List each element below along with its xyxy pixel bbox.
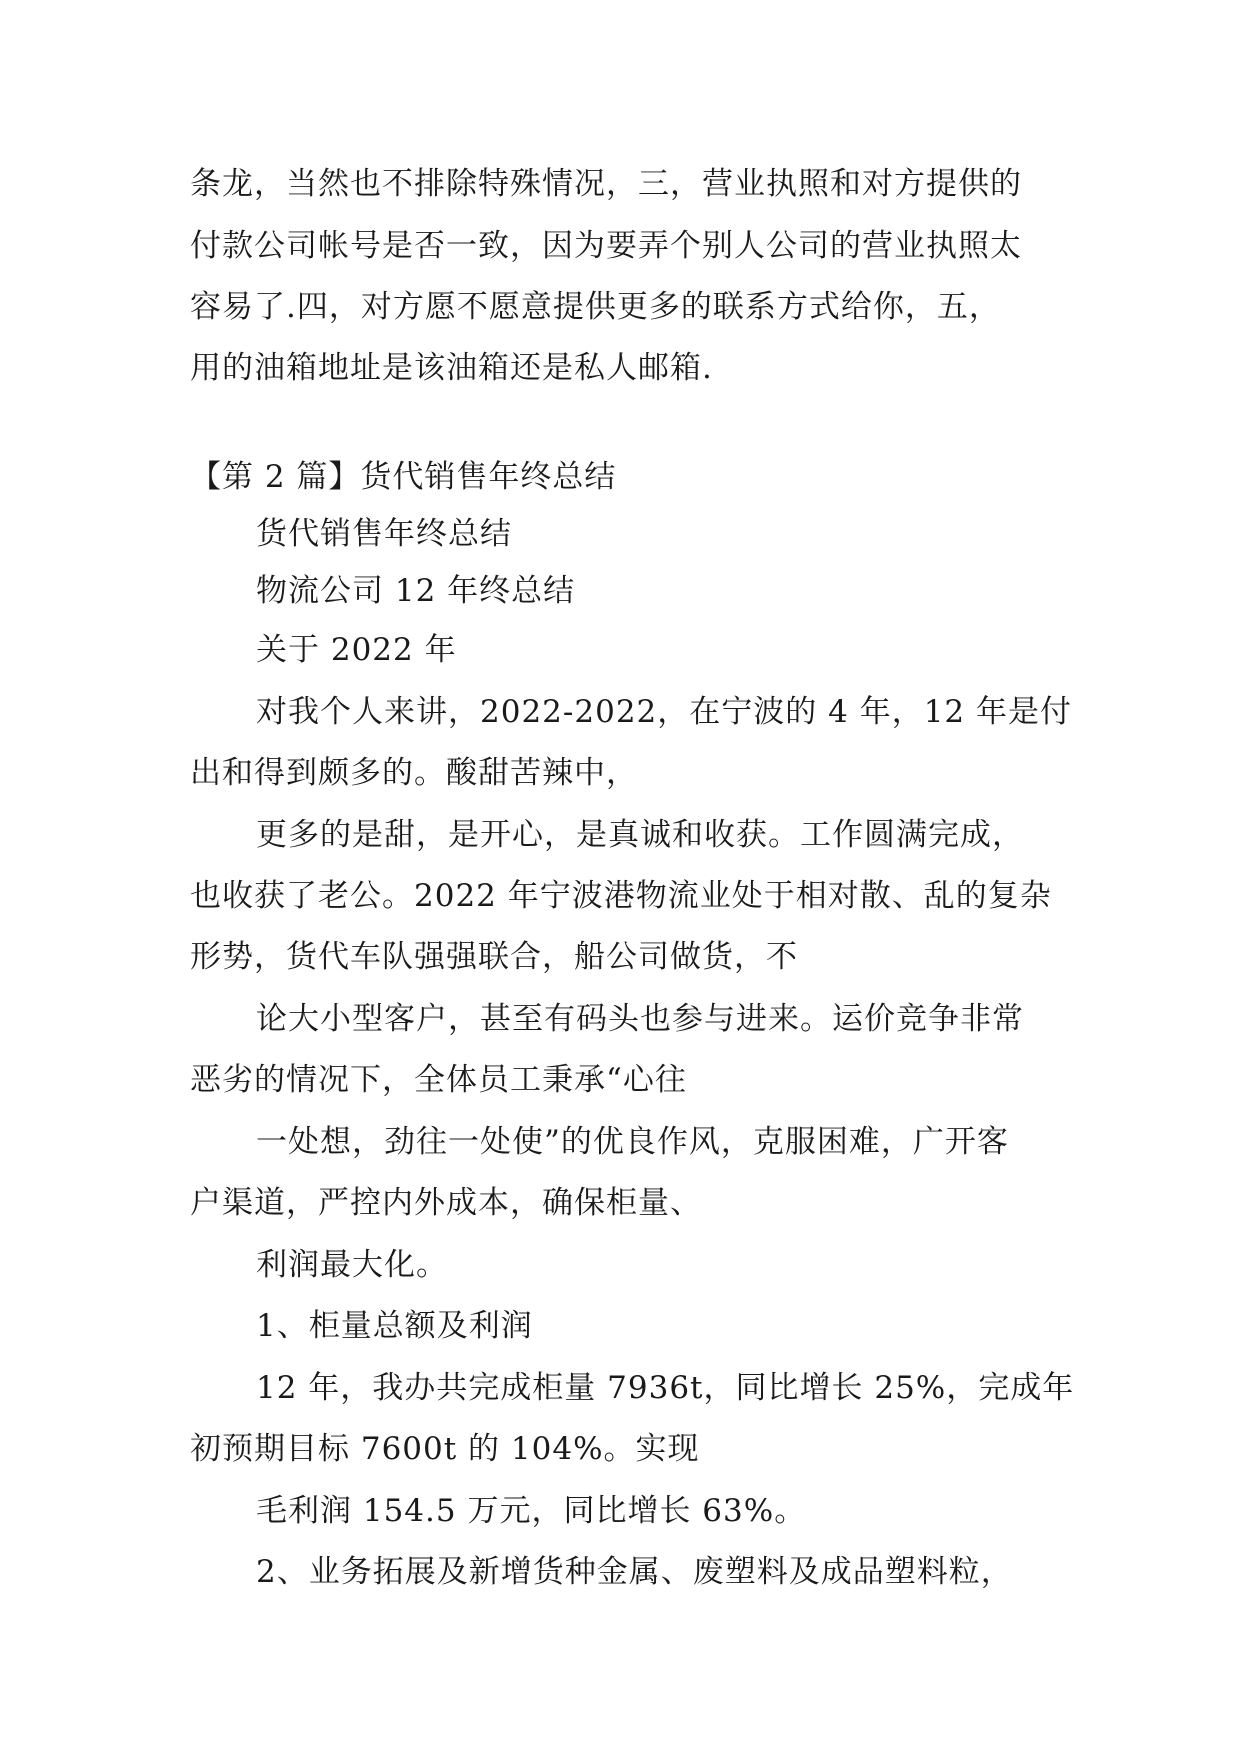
subtitle-line: 关于 2022 年 — [256, 632, 457, 668]
paragraph-line: 出和得到颇多的。酸甜苦辣中， — [190, 755, 638, 791]
list-heading: 2、业务拓展及新增货种金属、废塑料及成品塑料粒， — [256, 1554, 1013, 1590]
list-heading: 1、柜量总额及利润 — [256, 1308, 533, 1344]
paragraph-line: 容易了.四，对方愿不愿意提供更多的联系方式给你，五， — [190, 289, 1001, 325]
paragraph-line: 毛利润 154.5 万元，同比增长 63%。 — [256, 1493, 807, 1529]
paragraph-line: 论大小型客户，甚至有码头也参与进来。运价竞争非常 — [256, 1001, 1024, 1037]
section-heading: 【第 2 篇】货代销售年终总结 — [190, 459, 617, 495]
paragraph-line: 用的油箱地址是该油箱还是私人邮箱. — [190, 350, 713, 386]
subtitle-line: 货代销售年终总结 — [256, 516, 512, 552]
paragraph-line: 对我个人来讲，2022-2022，在宁波的 4 年，12 年是付 — [256, 694, 1072, 730]
paragraph-line: 利润最大化。 — [256, 1247, 448, 1283]
paragraph-line: 户渠道，严控内外成本，确保柜量、 — [190, 1185, 702, 1221]
paragraph-line: 条龙，当然也不排除特殊情况，三，营业执照和对方提供的 — [190, 166, 1022, 202]
paragraph-line: 更多的是甜，是开心，是真诚和收获。工作圆满完成， — [256, 817, 1024, 853]
paragraph-line: 12 年，我办共完成柜量 7936t，同比增长 25%，完成年 — [256, 1370, 1075, 1406]
subtitle-line: 物流公司 12 年终总结 — [256, 573, 576, 609]
paragraph-line: 也收获了老公。2022 年宁波港物流业处于相对散、乱的复杂 — [190, 878, 1052, 914]
paragraph-line: 一处想，劲往一处使”的优良作风，克服困难，广开客 — [256, 1124, 1009, 1160]
paragraph-line: 恶劣的情况下，全体员工秉承“心往 — [190, 1062, 687, 1098]
paragraph-line: 付款公司帐号是否一致，因为要弄个别人公司的营业执照太 — [190, 228, 1022, 264]
paragraph-line: 形势，货代车队强强联合，船公司做货，不 — [190, 939, 798, 975]
paragraph-line: 初预期目标 7600t 的 104%。实现 — [190, 1431, 700, 1467]
